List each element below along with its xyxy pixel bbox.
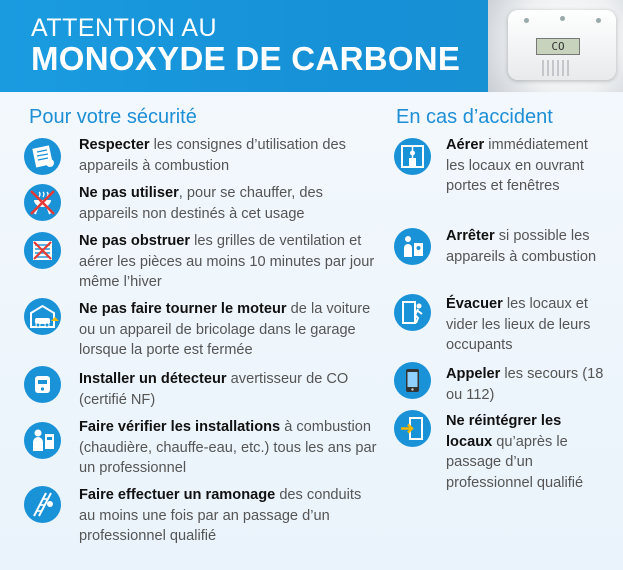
detector-lcd-display: CO: [536, 38, 580, 55]
right-section-title: En cas d’accident: [396, 106, 553, 128]
left-item-2: [79, 183, 379, 224]
item-bold: Ne pas utiliser: [79, 185, 179, 201]
stop-appliance-icon: [394, 228, 431, 265]
item-bold: Évacuer: [446, 296, 503, 312]
right-item-2: [446, 226, 606, 267]
item-bold: Ne pas obstruer: [79, 233, 191, 249]
item-text: des conduits au moins une fois par an passage d’un professionnel qualifié: [79, 487, 362, 544]
co-detector-icon: [24, 366, 61, 403]
item-bold: Ne pas faire tourner le moteur: [79, 301, 287, 317]
technician-boiler-icon: [24, 422, 61, 459]
left-item-4: [79, 299, 379, 361]
item-text: de la voiture ou un appareil de bricolage dans le garage lorsque la porte est fermée: [79, 301, 371, 358]
left-item-1: [79, 135, 379, 176]
header-line-1: ATTENTION AU: [31, 14, 218, 42]
item-text: les locaux et vider les lieux de leurs occupants: [446, 296, 591, 353]
item-bold: Installer un détecteur: [79, 371, 227, 387]
detector-led-icon: [524, 18, 529, 23]
item-text: si possible les appareils à combustion: [446, 228, 597, 265]
left-section-title: Pour votre sécurité: [29, 106, 197, 128]
left-item-5: [79, 369, 379, 410]
header-banner: [0, 0, 623, 92]
item-bold: Appeler: [446, 366, 501, 382]
item-text: les grilles de ventilation et aérer les pièces au moins 10 minutes par jour même l’hiver: [79, 233, 375, 290]
item-bold: Arrêter: [446, 228, 495, 244]
open-window-icon: [394, 138, 431, 175]
item-text: à combustion (chaudière, chauffe-eau, etc.) tous les ans par un professionnel: [79, 419, 377, 476]
item-text: immédiatement les locaux en ouvrant portes et fenêtres: [446, 137, 588, 194]
phone-call-icon: [394, 362, 431, 399]
item-bold: Faire effectuer un ramonage: [79, 487, 276, 503]
right-item-3: [446, 294, 606, 356]
chimney-sweep-ladder-icon: [24, 486, 61, 523]
item-text: les secours (18 ou 112): [446, 366, 604, 403]
header-line-2: MONOXYDE DE CARBONE: [31, 40, 461, 77]
right-item-4: [446, 364, 606, 405]
item-text: , pour se chauffer, des appareils non destinés à cet usage: [79, 185, 323, 222]
item-text: avertisseur de CO (certifié NF): [79, 371, 349, 408]
manual-reading-icon: [24, 138, 61, 175]
item-bold: Ne réintégrer les locaux: [446, 413, 562, 450]
garage-car-icon: [24, 298, 61, 335]
item-bold: Respecter: [79, 137, 150, 153]
item-bold: Aérer: [446, 137, 485, 153]
right-item-5: [446, 411, 606, 493]
item-text: qu’après le passage d’un professionnel qualifié: [446, 433, 584, 491]
detector-device: [508, 10, 616, 80]
detector-grille: [542, 60, 572, 76]
item-bold: Faire vérifier les installations: [79, 419, 281, 435]
re-enter-door-icon: [394, 410, 431, 447]
right-item-1: [446, 135, 606, 197]
left-item-3: [79, 231, 379, 293]
co-detector-photo: [488, 0, 623, 92]
left-item-7: [79, 485, 379, 547]
evacuate-door-icon: [394, 294, 431, 331]
detector-led-icon: [596, 18, 601, 23]
detector-led-icon: [560, 16, 565, 21]
no-barbecue-icon: [24, 184, 61, 221]
item-text: les consignes d’utilisation des appareils à combustion: [79, 137, 346, 174]
blocked-vent-icon: [24, 232, 61, 269]
left-item-6: [79, 417, 379, 479]
